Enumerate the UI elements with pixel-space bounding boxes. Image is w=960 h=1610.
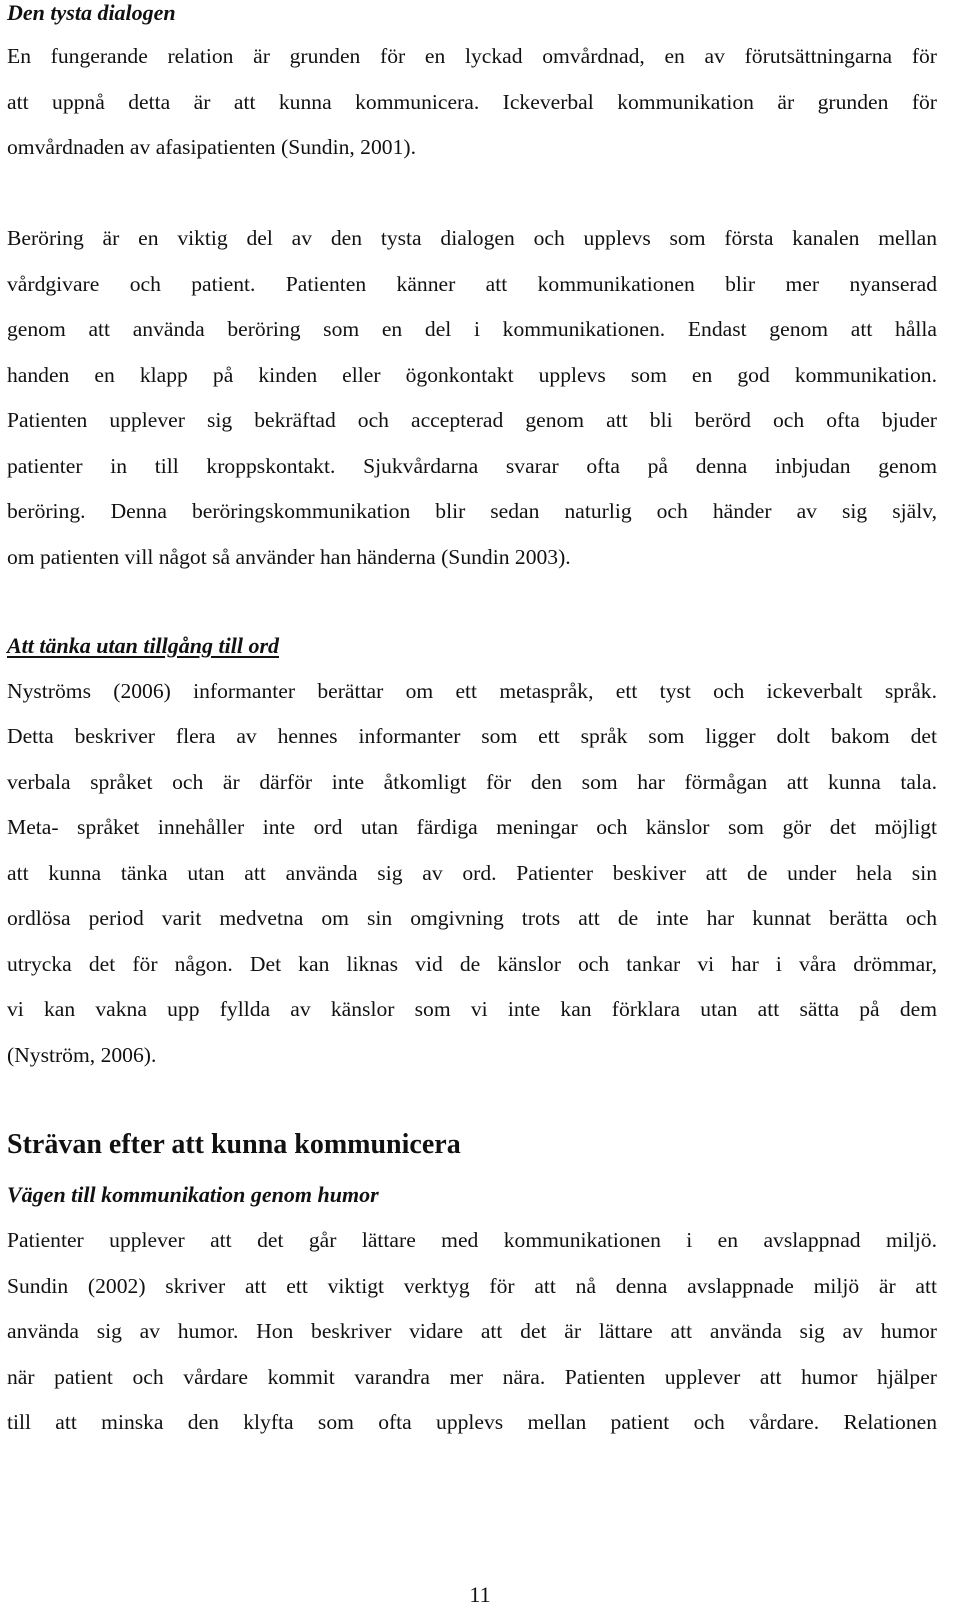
paragraph-line: Patienter upplever att det går lättare med kommunikationen i en avslappnad miljö. (7, 1228, 937, 1252)
paragraph-line: att kunna tänka utan att använda sig av ord. Patienter beskiver att de under hela sin (7, 861, 937, 885)
paragraph-line: beröring. Denna beröringskommunikation blir sedan naturlig och händer av sig själv, (7, 499, 937, 523)
paragraph-line: när patient och vårdare kommit varandra mer nära. Patienten upplever att humor hjälper (7, 1365, 937, 1389)
paragraph-line: Detta beskriver flera av hennes informanter som ett språk som ligger dolt bakom det (7, 724, 937, 748)
paragraph-line: Nyströms (2006) informanter berättar om ett metaspråk, ett tyst och ickeverbalt språk. (7, 679, 937, 703)
paragraph-line: handen en klapp på kinden eller ögonkontakt upplevs som en god kommunikation. (7, 363, 937, 387)
paragraph-line: Beröring är en viktig del av den tysta dialogen och upplevs som första kanalen mellan (7, 226, 937, 250)
paragraph-line: Patienten upplever sig bekräftad och accepterad genom att bli berörd och ofta bjuder (7, 408, 937, 432)
paragraph-line: att uppnå detta är att kunna kommunicera. Ickeverbal kommunikation är grunden för (7, 90, 937, 114)
section-heading-tysta-dialogen: Den tysta dialogen (7, 0, 176, 25)
paragraph-line: om patienten vill något så använder han händerna (Sundin 2003). (7, 545, 571, 569)
paragraph-line: utrycka det för någon. Det kan liknas vid de känslor och tankar vi har i våra drömmar, (7, 952, 937, 976)
paragraph-line: En fungerande relation är grunden för en lyckad omvårdnad, en av förutsättningarna för (7, 44, 937, 68)
paragraph-line: använda sig av humor. Hon beskriver vidare att det är lättare att använda sig av humor (7, 1319, 937, 1343)
section-heading-tanka-utan-ord: Att tänka utan tillgång till ord (7, 633, 280, 658)
chapter-heading-stravan: Strävan efter att kunna kommunicera (7, 1129, 461, 1160)
paragraph-line: vårdgivare och patient. Patienten känner att kommunikationen blir mer nyanserad (7, 272, 937, 296)
subsection-heading-humor: Vägen till kommunikation genom humor (7, 1182, 379, 1207)
paragraph-line: patienter in till kroppskontakt. Sjukvårdarna svarar ofta på denna inbjudan genom (7, 454, 937, 478)
paragraph-line: till att minska den klyfta som ofta upplevs mellan patient och vårdare. Relationen (7, 1410, 937, 1434)
paragraph-line: Sundin (2002) skriver att ett viktigt verktyg för att nå denna avslappnade miljö är att (7, 1274, 937, 1298)
paragraph-line: (Nyström, 2006). (7, 1043, 157, 1067)
paragraph-line: Meta- språket innehåller inte ord utan färdiga meningar och känslor som gör det möjligt (7, 815, 937, 839)
page-number: 11 (469, 1582, 491, 1607)
paragraph-line: vi kan vakna upp fyllda av känslor som vi inte kan förklara utan att sätta på dem (7, 997, 937, 1021)
paragraph-line: ordlösa period varit medvetna om sin omgivning trots att de inte har kunnat berätta och (7, 906, 937, 930)
paragraph-line: verbala språket och är därför inte åtkomligt för den som har förmågan att kunna tala. (7, 770, 937, 794)
paragraph-line: omvårdnaden av afasipatienten (Sundin, 2001). (7, 135, 416, 159)
paragraph-line: genom att använda beröring som en del i kommunikationen. Endast genom att hålla (7, 317, 937, 341)
